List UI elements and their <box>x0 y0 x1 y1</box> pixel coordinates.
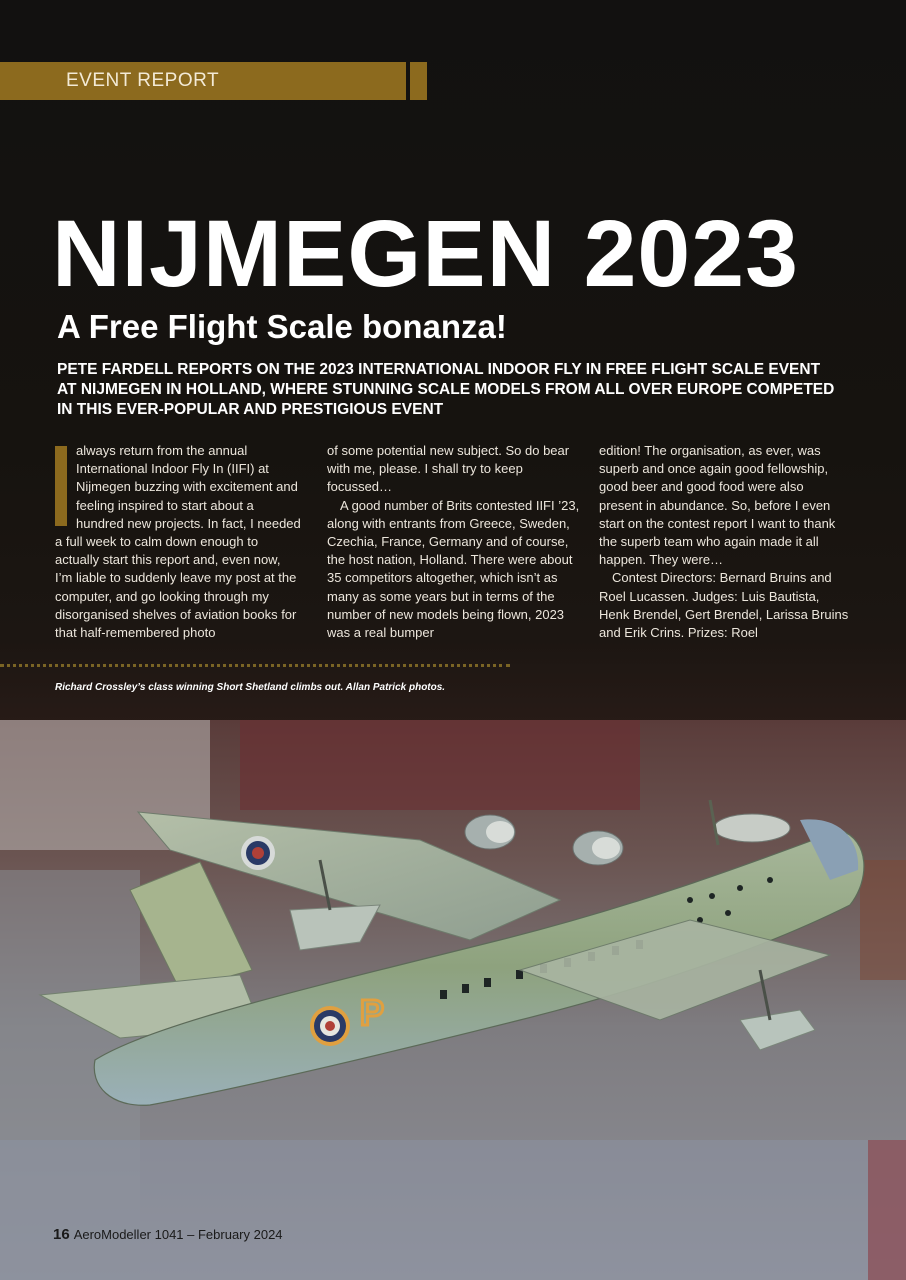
section-label: EVENT REPORT <box>66 70 220 91</box>
fuselage-letter: P <box>360 992 385 1033</box>
body-paragraph: of some potential new subject. So do bear with me, please. I shall try to keep focussed… <box>327 443 570 495</box>
dotted-divider <box>0 664 510 667</box>
body-column-1 <box>55 442 301 642</box>
body-paragraph: edition! The organisation, as ever, was superb and once again good fellowship, good beer and good food were also present in abundance. So, before I even start on the contest report I want to thank the superb team who again made it all happen. They were… <box>599 443 836 568</box>
body-paragraph: A good number of Brits contested IIFI ’23, along with entrants from Greece, Sweden, Czechia, France, Germany and of course, the host nation, Holland. There were about 35 competitors altogether, which isn’t as many as some years but in terms of the number of new models being flown, 2023 was a real bumper <box>327 497 580 641</box>
body-paragraph: always return from the annual International Indoor Fly In (IIFI) at Nijmegen buzzing with excitement and feeling inspired to start about a hundred new projects. In fact, I needed a full week to calm down enough to actually start this report and, even now, I’m liable to suddenly leave my post at the computer, and go looking through my disorganised shelves of aviation books for that half-remembered photo <box>55 443 301 641</box>
body-column-3 <box>599 442 849 642</box>
body-paragraph: Contest Directors: Bernard Bruins and Roel Lucassen. Judges: Luis Bautista, Henk Brendel, Gert Brendel, Larissa Bruins and Erik Crins. Prizes: Roel <box>599 570 849 641</box>
page-footer <box>53 1226 283 1243</box>
section-banner-tab <box>410 62 427 100</box>
aircraft-photo <box>0 720 906 1280</box>
article-title: NIJMEGEN 2023 <box>52 201 799 307</box>
article-standfirst: PETE FARDELL REPORTS ON THE 2023 INTERNATIONAL INDOOR FLY IN FREE FLIGHT SCALE EVENT AT NIJMEGEN IN HOLLAND, WHERE STUNNING SCALE MODELS FROM ALL OVER EUROPE COMPETED IN THIS EVER-POPULAR AND PRESTIGIOUS EVENT <box>57 361 835 418</box>
body-column-2 <box>327 442 585 642</box>
photo-caption: Richard Crossley’s class winning Short Shetland climbs out. Allan Patrick photos. <box>55 682 446 693</box>
aircraft-photo-illustration <box>0 720 906 1280</box>
page-number: 16 <box>53 1226 70 1243</box>
drop-cap <box>55 446 67 526</box>
publication-info: AeroModeller 1041 – February 2024 <box>73 1227 283 1242</box>
article-subtitle: A Free Flight Scale bonanza! <box>57 308 507 345</box>
